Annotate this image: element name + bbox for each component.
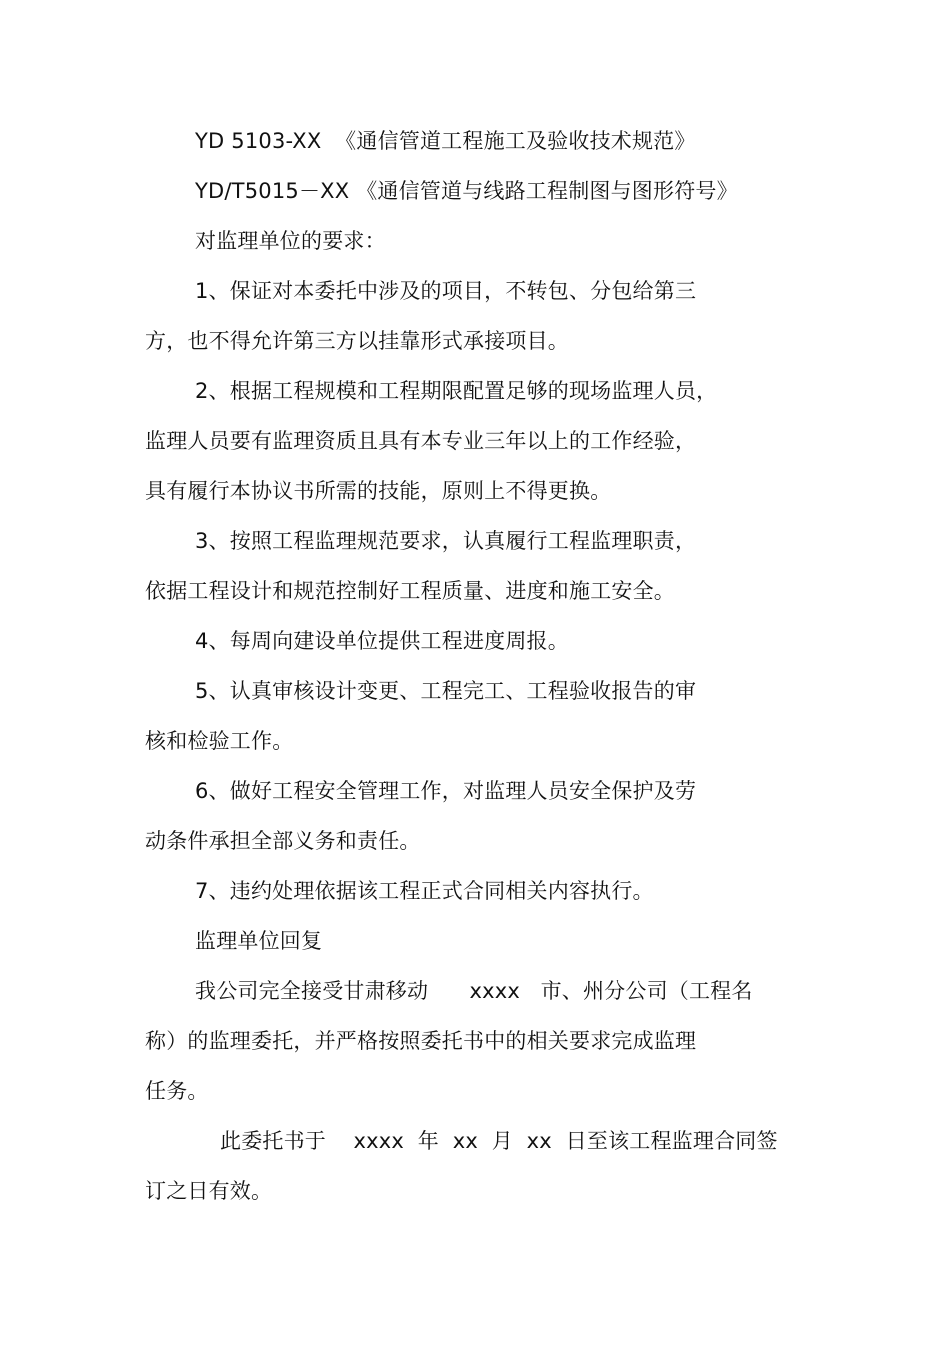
requirement-3-line-2: 依据工程设计和规范控制好工程质量、进度和施工安全。 xyxy=(145,579,675,603)
requirement-7-line-1: 7、违约处理依据该工程正式合同相关内容执行。 xyxy=(195,879,654,903)
requirement-2-line-2: 监理人员要有监理资质且具有本专业三年以上的工作经验， xyxy=(145,429,697,453)
standard-line-1: YD 5103-XX 《通信管道工程施工及验收技术规范》 xyxy=(195,129,696,153)
requirement-6-line-2: 动条件承担全部义务和责任。 xyxy=(145,829,421,853)
requirements-heading: 对监理单位的要求： xyxy=(195,229,386,253)
validity-line-2: 订之日有效。 xyxy=(145,1179,273,1203)
requirement-5-line-1: 5、认真审核设计变更、工程完工、工程验收报告的审 xyxy=(195,679,697,703)
requirement-2-line-3: 具有履行本协议书所需的技能，原则上不得更换。 xyxy=(145,479,612,503)
requirement-1-line-1: 1、保证对本委托中涉及的项目，不转包、分包给第三 xyxy=(195,279,697,303)
reply-line-2: 称）的监理委托，并严格按照委托书中的相关要求完成监理 xyxy=(145,1029,697,1053)
standard-line-2: YD/T5015－XX 《通信管道与线路工程制图与图形符号》 xyxy=(195,179,738,203)
requirement-2-line-1: 2、根据工程规模和工程期限配置足够的现场监理人员， xyxy=(195,379,718,403)
requirement-6-line-1: 6、做好工程安全管理工作，对监理人员安全保护及劳 xyxy=(195,779,697,803)
reply-line-3: 任务。 xyxy=(145,1079,209,1103)
requirement-5-line-2: 核和检验工作。 xyxy=(145,729,294,753)
requirement-3-line-1: 3、按照工程监理规范要求，认真履行工程监理职责， xyxy=(195,529,697,553)
requirement-4-line-1: 4、每周向建设单位提供工程进度周报。 xyxy=(195,629,569,653)
requirement-1-line-2: 方，也不得允许第三方以挂靠形式承接项目。 xyxy=(145,329,569,353)
validity-line-1: 此委托书于 xxxx 年 xx 月 xx 日至该工程监理合同签 xyxy=(220,1129,778,1153)
reply-heading: 监理单位回复 xyxy=(195,929,323,953)
reply-line-1: 我公司完全接受甘肃移动 xxxx 市、州分公司（工程名 xyxy=(195,979,753,1003)
